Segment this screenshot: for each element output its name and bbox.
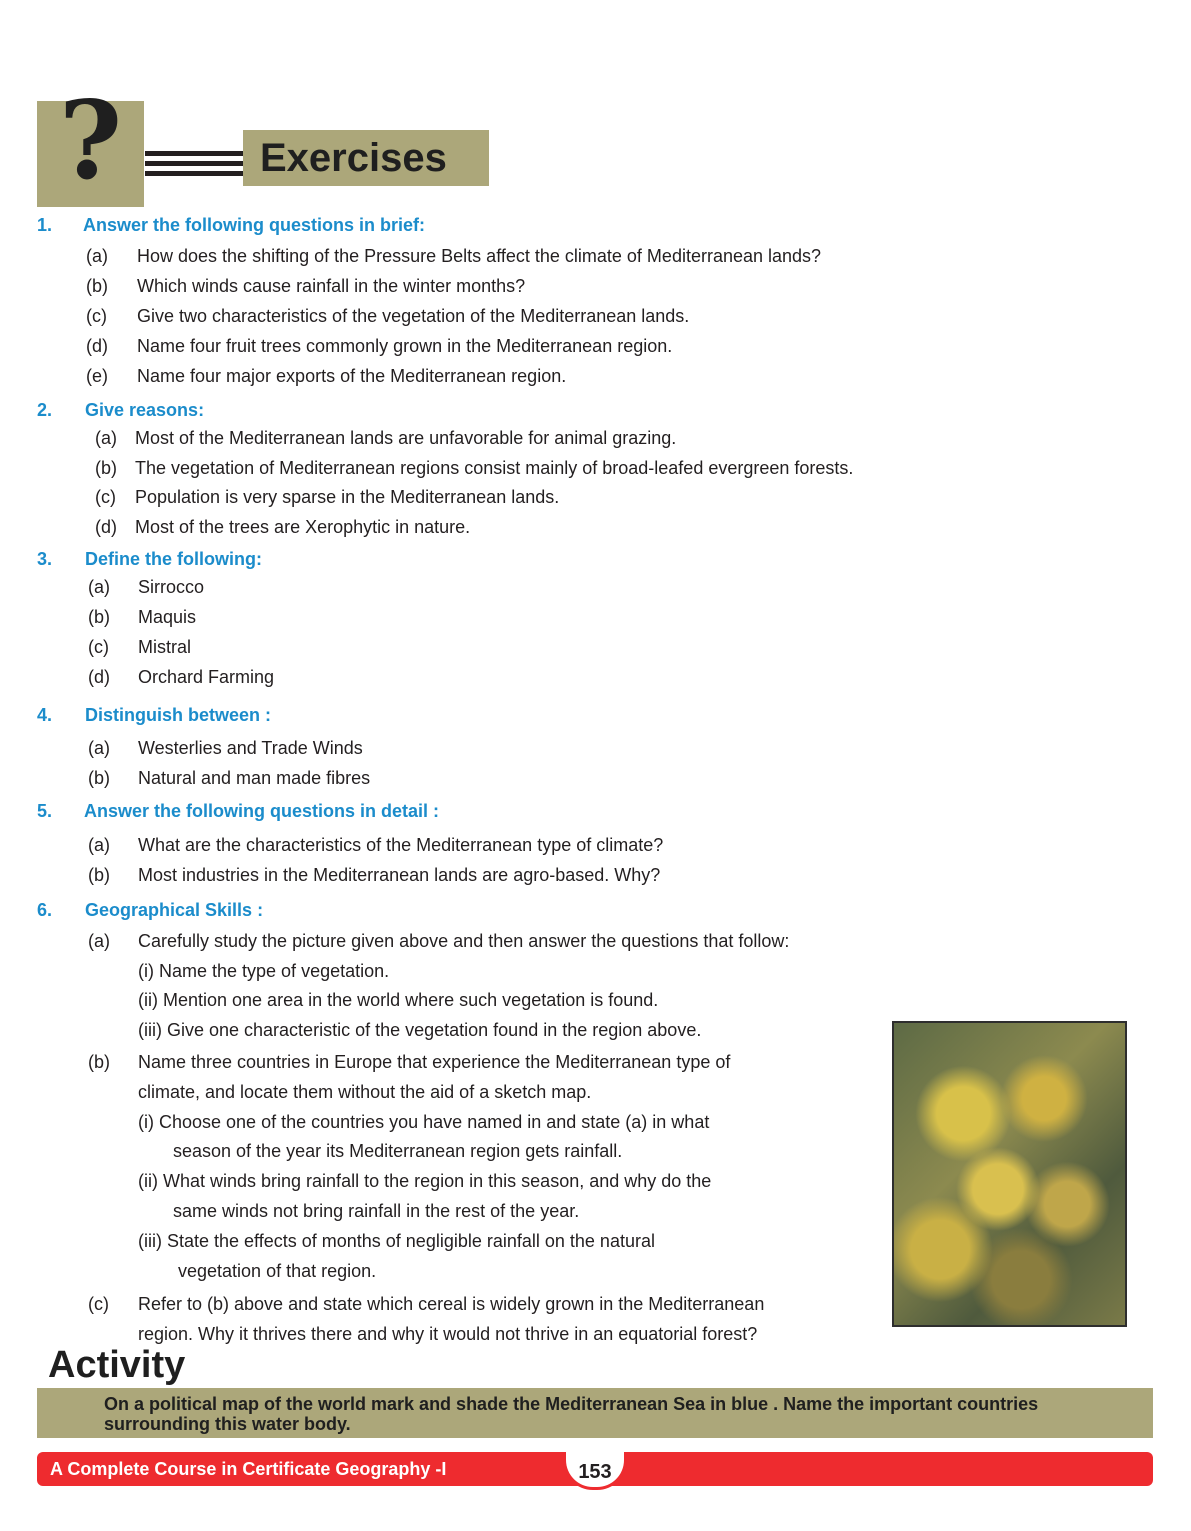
question-number: 3.: [37, 549, 53, 569]
list-item: Name four major exports of the Mediterranean region.: [137, 366, 567, 386]
list-item-label: (b): [86, 276, 108, 296]
question-heading: Distinguish between :: [85, 705, 272, 725]
list-item: Name four fruit trees commonly grown in the Mediterranean region.: [137, 336, 673, 356]
question-number: 2.: [37, 400, 53, 420]
list-item-label: (d): [88, 667, 110, 687]
activity-text: On a political map of the world mark and shade the Mediterranean Sea in blue . Name the important countries surrounding this water body.: [104, 1394, 1039, 1434]
sub-item-continued: same winds not bring rainfall in the rest of the year.: [173, 1201, 580, 1221]
header-rule: [145, 161, 245, 166]
question-heading: Answer the following questions in brief:: [83, 215, 426, 235]
exercises-title-box: [243, 130, 489, 186]
list-item-label: (b): [88, 865, 110, 885]
vegetation-photo: [892, 1021, 1127, 1327]
list-item: Refer to (b) above and state which cereal is widely grown in the Mediterranean: [138, 1294, 765, 1314]
sub-item-continued: season of the year its Mediterranean region gets rainfall.: [173, 1141, 623, 1161]
sub-item: (i) Name the type of vegetation.: [138, 961, 390, 981]
list-item-label: (d): [95, 517, 117, 537]
list-item: Name three countries in Europe that experience the Mediterranean type of: [138, 1052, 731, 1072]
list-item-label: (e): [86, 366, 108, 386]
list-item-label: (a): [88, 738, 110, 758]
question-heading: Give reasons:: [85, 400, 205, 420]
question-heading: Answer the following questions in detail :: [84, 801, 440, 821]
question-heading: Define the following:: [85, 549, 262, 569]
list-item: Give two characteristics of the vegetation of the Mediterranean lands.: [137, 306, 690, 326]
list-item-label: (c): [88, 637, 109, 657]
list-item: Which winds cause rainfall in the winter months?: [137, 276, 526, 296]
sub-item: (ii) Mention one area in the world where such vegetation is found.: [138, 990, 659, 1010]
list-item-label: (d): [86, 336, 108, 356]
list-item-continued: region. Why it thrives there and why it would not thrive in an equatorial forest?: [138, 1324, 758, 1344]
sub-item: (iii) State the effects of months of negligible rainfall on the natural: [138, 1231, 655, 1251]
list-item: Maquis: [138, 607, 197, 627]
list-item-label: (b): [88, 1052, 110, 1072]
list-item-label: (b): [95, 458, 117, 478]
list-item: Westerlies and Trade Winds: [138, 738, 363, 758]
question-heading: Geographical Skills :: [85, 900, 264, 920]
list-item-label: (b): [88, 607, 110, 627]
header-rule: [145, 171, 245, 176]
question-number: 4.: [37, 705, 53, 725]
activity-box: [37, 1388, 1153, 1438]
question-mark-icon: ?: [58, 78, 123, 204]
list-item: Orchard Farming: [138, 667, 275, 687]
sub-item: (iii) Give one characteristic of the vegetation found in the region above.: [138, 1020, 702, 1040]
list-item-label: (a): [88, 835, 110, 855]
list-item: Population is very sparse in the Mediterranean lands.: [135, 487, 560, 507]
list-item-label: (c): [95, 487, 116, 507]
list-item-label: (c): [88, 1294, 109, 1314]
list-item: How does the shifting of the Pressure Belts affect the climate of Mediterranean lands?: [137, 246, 822, 266]
list-item: Sirrocco: [138, 577, 205, 597]
question-mark-box: [37, 78, 144, 207]
list-item-label: (b): [88, 768, 110, 788]
list-item: Carefully study the picture given above and then answer the questions that follow:: [138, 931, 790, 951]
book-title: A Complete Course in Certificate Geography -I: [50, 1459, 447, 1479]
sub-item-continued: vegetation of that region.: [178, 1261, 377, 1281]
page-number: 153: [563, 1452, 627, 1490]
list-item-label: (a): [88, 931, 110, 951]
list-item: Most of the Mediterranean lands are unfavorable for animal grazing.: [135, 428, 677, 448]
header-rule: [145, 151, 245, 156]
list-item: Most industries in the Mediterranean lands are agro-based. Why?: [138, 865, 661, 885]
list-item: The vegetation of Mediterranean regions consist mainly of broad-leafed evergreen forests.: [135, 458, 854, 478]
list-item-label: (c): [86, 306, 107, 326]
sub-item: (i) Choose one of the countries you have named in and state (a) in what: [138, 1112, 710, 1132]
list-item: Natural and man made fibres: [138, 768, 371, 788]
sub-item: (ii) What winds bring rainfall to the region in this season, and why do the: [138, 1171, 712, 1191]
question-number: 5.: [37, 801, 53, 821]
list-item: Mistral: [138, 637, 191, 657]
page-title: Exercises: [260, 136, 447, 180]
list-item-label: (a): [86, 246, 108, 266]
activity-title: Activity: [48, 1344, 186, 1386]
list-item: Most of the trees are Xerophytic in nature.: [135, 517, 471, 537]
question-number: 1.: [37, 215, 53, 235]
list-item-label: (a): [95, 428, 117, 448]
question-number: 6.: [37, 900, 53, 920]
list-item-label: (a): [88, 577, 110, 597]
list-item: What are the characteristics of the Mediterranean type of climate?: [138, 835, 664, 855]
list-item-continued: climate, and locate them without the aid of a sketch map.: [138, 1082, 592, 1102]
